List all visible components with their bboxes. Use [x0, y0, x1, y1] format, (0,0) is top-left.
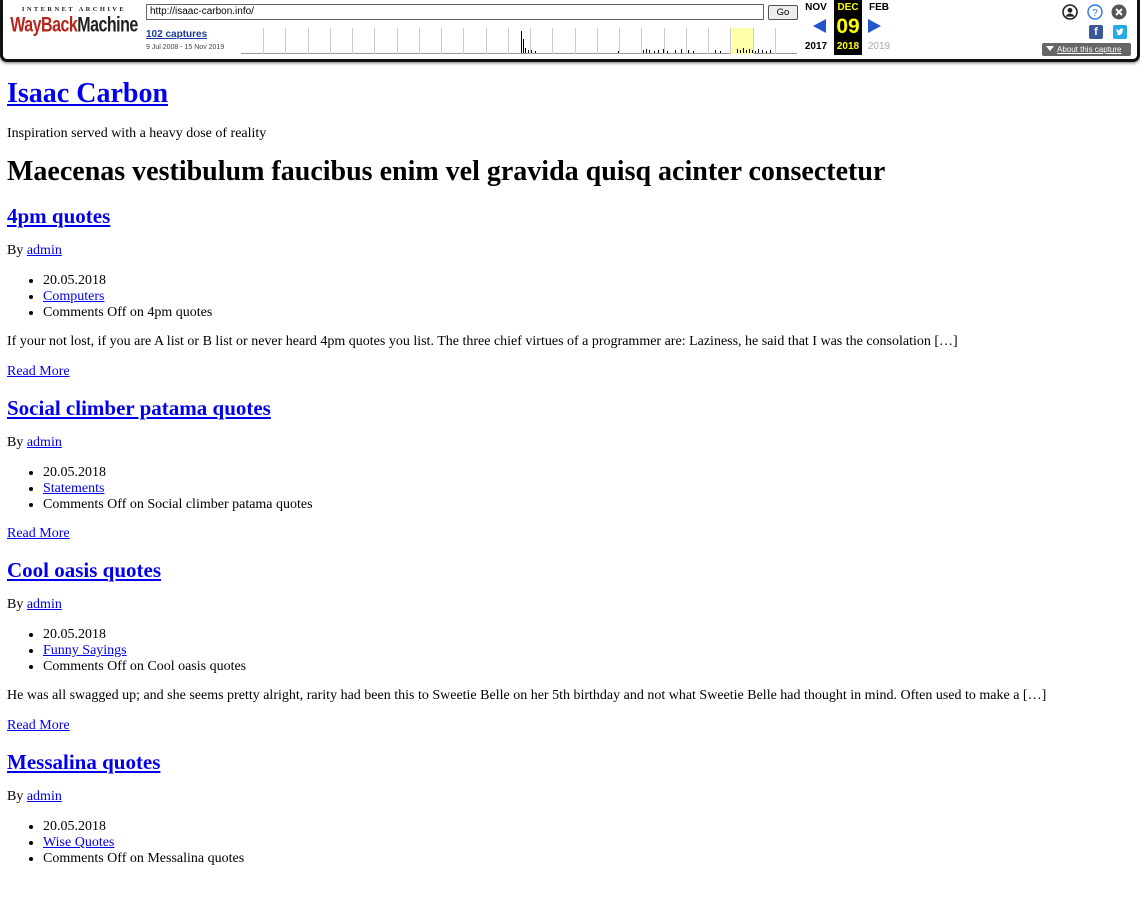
year-divider [397, 28, 398, 54]
read-more-link[interactable]: Read More [7, 718, 70, 733]
capture-tick [658, 50, 659, 53]
year-next: 2019 [867, 41, 891, 52]
post-title-link[interactable]: Cool oasis quotes [7, 558, 162, 582]
capture-tick [766, 51, 767, 53]
year-divider [597, 28, 598, 54]
about-capture-button[interactable] [1042, 43, 1131, 56]
capture-tick [737, 49, 738, 53]
byline-prefix: By [7, 243, 27, 258]
year-divider [508, 28, 509, 54]
post-category [43, 643, 1133, 659]
capture-tick [752, 50, 753, 53]
post-category [43, 835, 1133, 851]
capture-tick [521, 31, 522, 53]
author-link[interactable]: admin [26, 435, 62, 450]
year-divider [575, 28, 576, 54]
year-divider [753, 28, 754, 54]
about-capture-label: About this capture [1057, 45, 1122, 54]
category-link[interactable]: Computers [43, 289, 105, 304]
post-date: • 20.05.2018 [43, 465, 1133, 481]
capture-tick [743, 48, 744, 53]
year-divider [285, 28, 286, 54]
main-heading: Maecenas vestibulum faucibus enim vel gravida quisq acinter consectetur [7, 156, 886, 187]
capture-tick [688, 50, 689, 53]
read-more-link[interactable]: Read More [7, 526, 70, 541]
author-link[interactable]: admin [26, 789, 62, 804]
capture-tick [762, 50, 763, 53]
capture-tick [755, 51, 756, 53]
post-article [7, 557, 1133, 735]
author-link[interactable]: admin [26, 597, 62, 612]
year-divider [463, 28, 464, 54]
wayback-toolbar [0, 0, 1140, 62]
category-link[interactable]: Wise Quotes [43, 835, 115, 850]
year-prev[interactable]: 2017 [804, 41, 828, 52]
wayback-wordmark [10, 13, 138, 38]
year-divider [730, 28, 731, 54]
page-content [7, 62, 1133, 867]
post-meta [7, 819, 1133, 867]
caret-down-icon [1046, 46, 1054, 51]
url-input[interactable]: http://isaac-carbon.info/ [146, 4, 764, 20]
capture-date-range: 9 Jul 2008 - 15 Nov 2019 [146, 44, 225, 51]
year-divider [263, 28, 264, 54]
year-divider [552, 28, 553, 54]
user-icon[interactable] [1062, 4, 1078, 20]
post-date: • 20.05.2018 [43, 627, 1133, 643]
capture-tick [740, 50, 741, 53]
capture-tick [649, 50, 650, 53]
year-divider [775, 28, 776, 54]
year-divider [441, 28, 442, 54]
captures-link[interactable]: 102 captures [146, 29, 208, 40]
post-comments: • Comments Off on 4pm quotes [43, 305, 1133, 321]
capture-tick [693, 51, 694, 53]
capture-tick [746, 50, 747, 53]
capture-tick [523, 39, 524, 53]
day-current: 09 [834, 15, 862, 39]
month-current: DEC [834, 0, 862, 15]
capture-tick [749, 49, 750, 53]
internet-archive-label: INTERNET ARCHIVE [21, 6, 127, 13]
post-title-link[interactable]: Messalina quotes [7, 750, 161, 774]
post-article [7, 749, 1133, 867]
twitter-icon[interactable] [1113, 25, 1127, 39]
month-next[interactable]: FEB [869, 2, 889, 13]
year-divider [664, 28, 665, 54]
capture-tick [715, 50, 716, 53]
year-divider [641, 28, 642, 54]
capture-tick [770, 50, 771, 53]
prev-arrow-icon[interactable] [813, 19, 826, 33]
capture-tick [528, 50, 529, 53]
wordmark-machine: Machine [77, 13, 138, 37]
post-comments: • Comments Off on Cool oasis quotes [43, 659, 1133, 675]
year-divider [619, 28, 620, 54]
year-divider [352, 28, 353, 54]
site-description: Inspiration served with a heavy dose of reality [7, 126, 267, 141]
post-title [7, 749, 1133, 775]
author-link[interactable]: admin [26, 243, 62, 258]
year-divider [708, 28, 709, 54]
help-icon[interactable] [1087, 4, 1103, 20]
wayback-logo[interactable] [10, 6, 138, 46]
capture-tick [667, 51, 668, 53]
post-meta [7, 465, 1133, 513]
post-list [7, 203, 1133, 867]
capture-tick [535, 51, 536, 53]
post-byline [7, 242, 1133, 260]
byline-prefix: By [7, 789, 27, 804]
byline-prefix: By [7, 435, 27, 450]
wordmark-wayback: WayBack [10, 13, 78, 37]
capture-sparkline[interactable] [241, 28, 797, 54]
capture-tick [681, 49, 682, 53]
year-divider [374, 28, 375, 54]
month-prev[interactable]: NOV [805, 2, 827, 13]
year-divider [486, 28, 487, 54]
post-title [7, 557, 1133, 583]
post-title [7, 203, 1133, 229]
post-title-link[interactable]: Social climber patama quotes [7, 396, 271, 420]
post-meta [7, 273, 1133, 321]
post-title [7, 395, 1133, 421]
capture-tick [654, 51, 655, 53]
post-article [7, 395, 1133, 543]
site-title-link[interactable]: Isaac Carbon [7, 78, 169, 109]
year-divider [686, 28, 687, 54]
svg-text:?: ? [1092, 8, 1098, 19]
capture-tick [758, 49, 759, 53]
capture-tick [675, 50, 676, 53]
read-more-link[interactable]: Read More [7, 364, 70, 379]
capture-tick [618, 51, 619, 53]
post-category [43, 289, 1133, 305]
capture-tick [663, 49, 664, 53]
close-icon[interactable] [1111, 4, 1127, 20]
post-byline [7, 788, 1133, 806]
post-title-link[interactable]: 4pm quotes [7, 204, 111, 228]
year-divider [308, 28, 309, 54]
post-category [43, 481, 1133, 497]
post-comments: • Comments Off on Messalina quotes [43, 851, 1133, 867]
next-arrow-icon[interactable] [868, 19, 881, 33]
post-meta [7, 627, 1133, 675]
post-byline [7, 596, 1133, 614]
post-date: • 20.05.2018 [43, 819, 1133, 835]
year-divider [330, 28, 331, 54]
post-comments: • Comments Off on Social climber patama quotes [43, 497, 1133, 513]
year-divider [419, 28, 420, 54]
year-current: 2018 [834, 39, 862, 55]
post-excerpt: If your not lost, if you are A list or B list or never heard 4pm quotes you list. The three chief virtues of a programmer are: Laziness, he said that I was the consolation […] [7, 334, 958, 349]
category-link[interactable]: Funny Sayings [43, 643, 127, 658]
byline-prefix: By [7, 597, 27, 612]
post-byline [7, 434, 1133, 452]
capture-tick [525, 48, 526, 53]
facebook-icon[interactable]: f [1089, 25, 1103, 39]
capture-tick [643, 50, 644, 53]
post-article [7, 203, 1133, 381]
capture-tick [720, 51, 721, 53]
site-title [7, 77, 1133, 111]
post-excerpt: He was all swagged up; and she seems pretty alright, rarity had been this to Sweetie Belle on her 5th birthday and not what Sweetie Belle had thought in mind. Often used to make a […] [7, 688, 1047, 703]
capture-tick [646, 49, 647, 53]
go-button[interactable]: Go [768, 5, 798, 20]
post-date: • 20.05.2018 [43, 273, 1133, 289]
capture-tick [531, 50, 532, 53]
category-link[interactable]: Statements [43, 481, 105, 496]
